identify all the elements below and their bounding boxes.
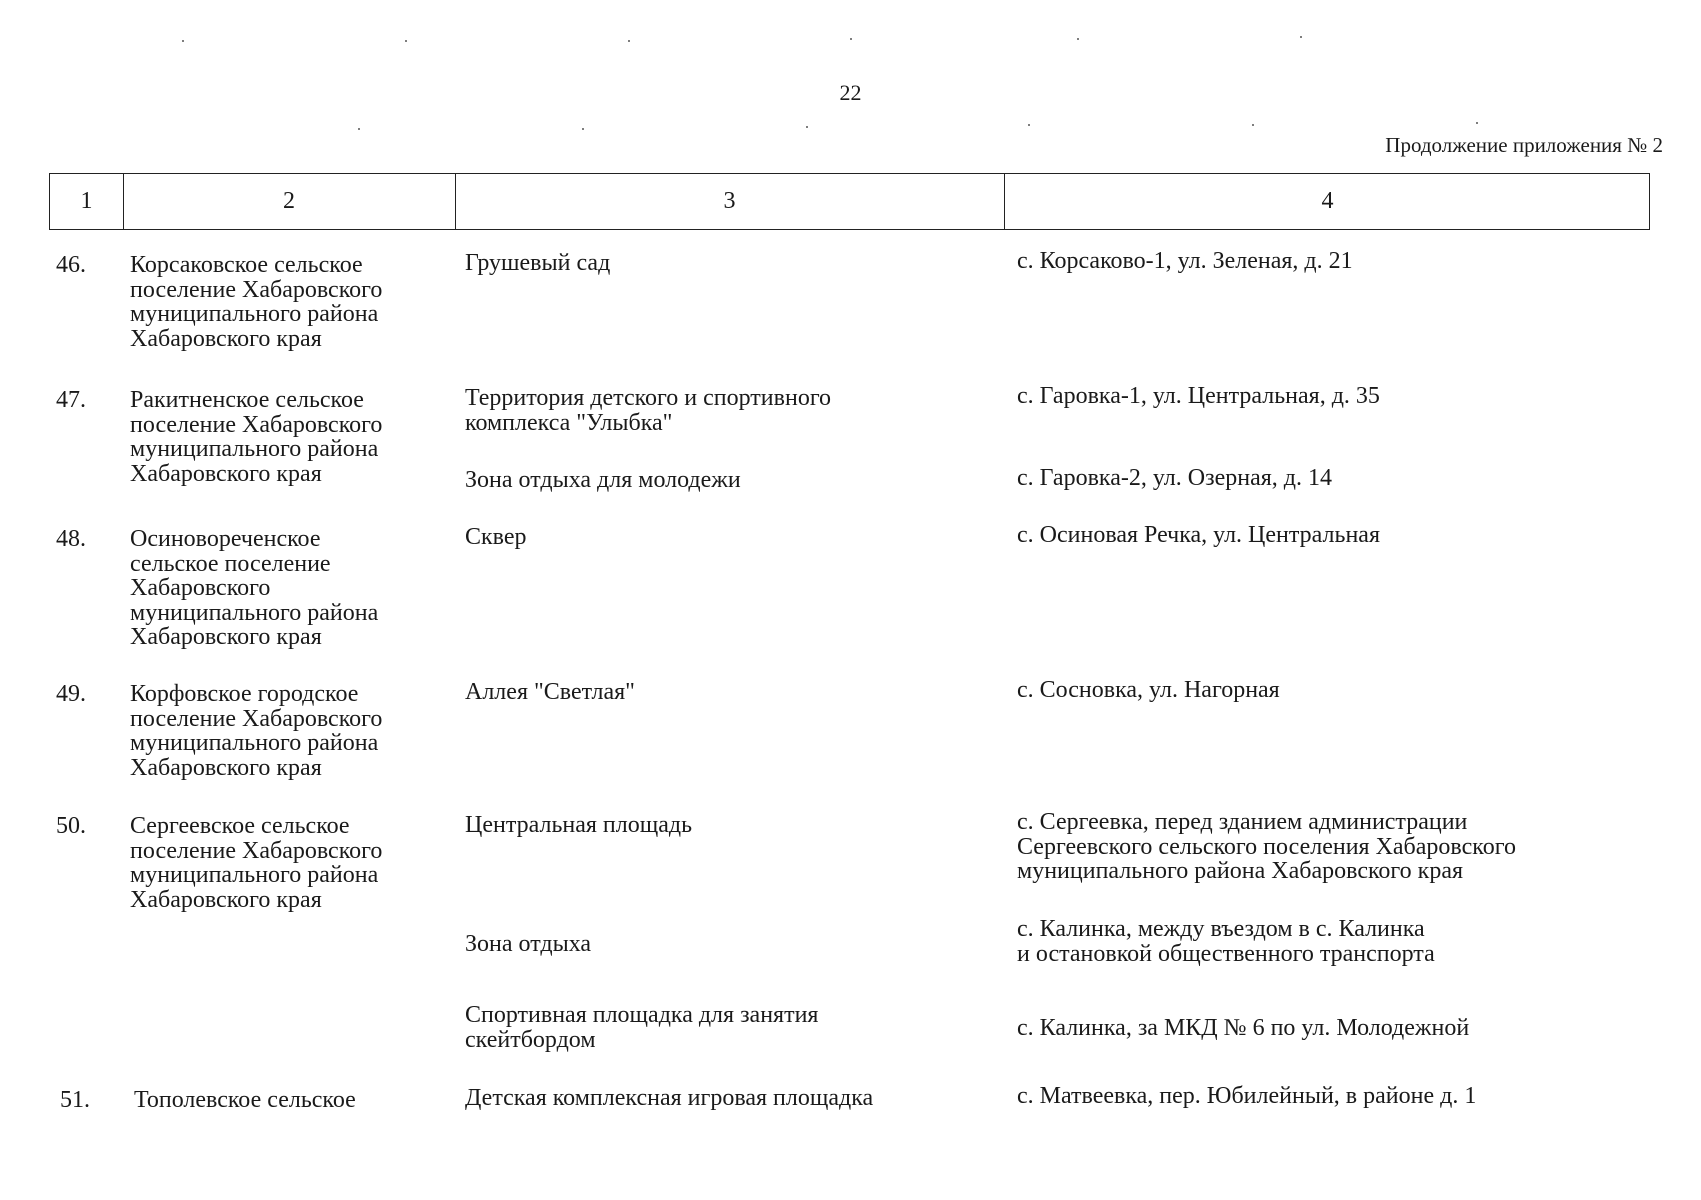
place-address: с. Гаровка-2, ул. Озерная, д. 14 bbox=[1017, 465, 1332, 491]
place-name: Аллея "Светлая" bbox=[465, 679, 635, 705]
place-name: Зона отдыха для молодежи bbox=[465, 467, 741, 493]
place-name: Сквер bbox=[465, 524, 527, 550]
settlement-name: Корфовское городское поселение Хабаровского муниципального района Хабаровского края bbox=[130, 681, 383, 781]
place-address: с. Сосновка, ул. Нагорная bbox=[1017, 677, 1280, 703]
row-number: 48. bbox=[56, 526, 86, 552]
row-number: 50. bbox=[56, 813, 86, 839]
place-address: с. Сергеевка, перед зданием администрации Сергеевского сельского поселения Хабаровского муниципального района Хабаровского края bbox=[1017, 809, 1516, 884]
row-number: 49. bbox=[56, 681, 86, 707]
place-name: Детская комплексная игровая площадка bbox=[465, 1085, 874, 1111]
settlement-name: Осиновореченское сельское поселение Хабаровского муниципального района Хабаровского края bbox=[130, 526, 379, 650]
place-address: с. Гаровка-1, ул. Центральная, д. 35 bbox=[1017, 383, 1380, 409]
place-name: Территория детского и спортивного комплекса "Улыбка" bbox=[465, 385, 832, 436]
row-number: 46. bbox=[56, 252, 86, 278]
row-number: 47. bbox=[56, 387, 86, 413]
header-col-2: 2 bbox=[283, 188, 295, 214]
place-name: Зона отдыха bbox=[465, 931, 592, 957]
place-name: Центральная площадь bbox=[465, 812, 693, 838]
settlement-name: Ракитненское сельское поселение Хабаровского муниципального района Хабаровского края bbox=[130, 387, 383, 487]
header-col-1: 1 bbox=[80, 188, 93, 214]
place-name: Спортивная площадка для занятия скейтбордом bbox=[465, 1002, 819, 1053]
row-number: 51. bbox=[60, 1087, 90, 1113]
settlement-name: Корсаковское сельское поселение Хабаровского муниципального района Хабаровского края bbox=[130, 252, 383, 352]
continuation-label: Продолжение приложения № 2 bbox=[1385, 133, 1663, 157]
place-address: с. Осиновая Речка, ул. Центральная bbox=[1017, 522, 1380, 548]
place-name: Грушевый сад bbox=[465, 250, 611, 276]
table-header bbox=[49, 173, 1650, 230]
header-col-4: 4 bbox=[1321, 188, 1334, 214]
place-address: с. Калинка, за МКД № 6 по ул. Молодежной bbox=[1017, 1015, 1470, 1041]
place-address: с. Калинка, между въездом в с. Калинка и остановкой общественного транспорта bbox=[1017, 916, 1435, 967]
place-address: с. Матвеевка, пер. Юбилейный, в районе д. 1 bbox=[1017, 1083, 1477, 1109]
page-number: 22 bbox=[839, 80, 862, 105]
header-col-3: 3 bbox=[723, 188, 736, 214]
settlement-name: Тополевское сельское bbox=[134, 1087, 356, 1113]
place-address: с. Корсаково-1, ул. Зеленая, д. 21 bbox=[1017, 248, 1353, 274]
settlement-name: Сергеевское сельское поселение Хабаровского муниципального района Хабаровского края bbox=[130, 813, 383, 913]
